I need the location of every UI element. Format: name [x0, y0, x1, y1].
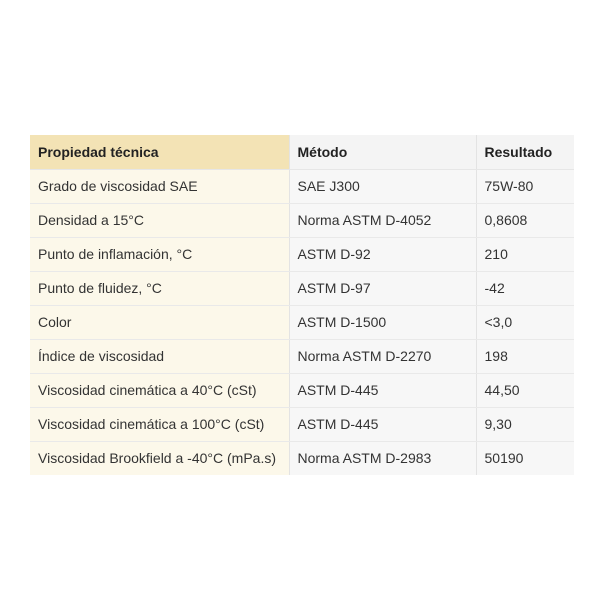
cell-result: -42 [476, 271, 574, 305]
cell-method: Norma ASTM D-2270 [289, 339, 476, 373]
cell-property: Viscosidad cinemática a 40°C (cSt) [30, 373, 289, 407]
cell-method: ASTM D-97 [289, 271, 476, 305]
cell-method: ASTM D-445 [289, 407, 476, 441]
cell-property: Punto de inflamación, °C [30, 237, 289, 271]
table-header-row [30, 135, 574, 169]
table-row [30, 271, 574, 305]
cell-method: ASTM D-445 [289, 373, 476, 407]
cell-result: 9,30 [476, 407, 574, 441]
cell-method: ASTM D-92 [289, 237, 476, 271]
cell-property: Color [30, 305, 289, 339]
cell-result: 75W-80 [476, 169, 574, 203]
table-row [30, 169, 574, 203]
cell-property: Grado de viscosidad SAE [30, 169, 289, 203]
cell-result: 0,8608 [476, 203, 574, 237]
header-property: Propiedad técnica [30, 135, 289, 169]
cell-property: Índice de viscosidad [30, 339, 289, 373]
cell-method: SAE J300 [289, 169, 476, 203]
cell-result: 210 [476, 237, 574, 271]
cell-result: 50190 [476, 441, 574, 475]
table-row [30, 441, 574, 475]
cell-method: Norma ASTM D-4052 [289, 203, 476, 237]
header-result: Resultado [476, 135, 574, 169]
table-row [30, 373, 574, 407]
cell-property: Densidad a 15°C [30, 203, 289, 237]
cell-method: Norma ASTM D-2983 [289, 441, 476, 475]
table-row [30, 339, 574, 373]
cell-result: 198 [476, 339, 574, 373]
cell-method: ASTM D-1500 [289, 305, 476, 339]
table-row [30, 407, 574, 441]
table-row [30, 305, 574, 339]
header-method: Método [289, 135, 476, 169]
cell-property: Viscosidad Brookfield a -40°C (mPa.s) [30, 441, 289, 475]
cell-result: 44,50 [476, 373, 574, 407]
cell-property: Punto de fluidez, °C [30, 271, 289, 305]
cell-property: Viscosidad cinemática a 100°C (cSt) [30, 407, 289, 441]
table-row [30, 237, 574, 271]
technical-properties-table [30, 135, 574, 475]
cell-result: <3,0 [476, 305, 574, 339]
table-row [30, 203, 574, 237]
